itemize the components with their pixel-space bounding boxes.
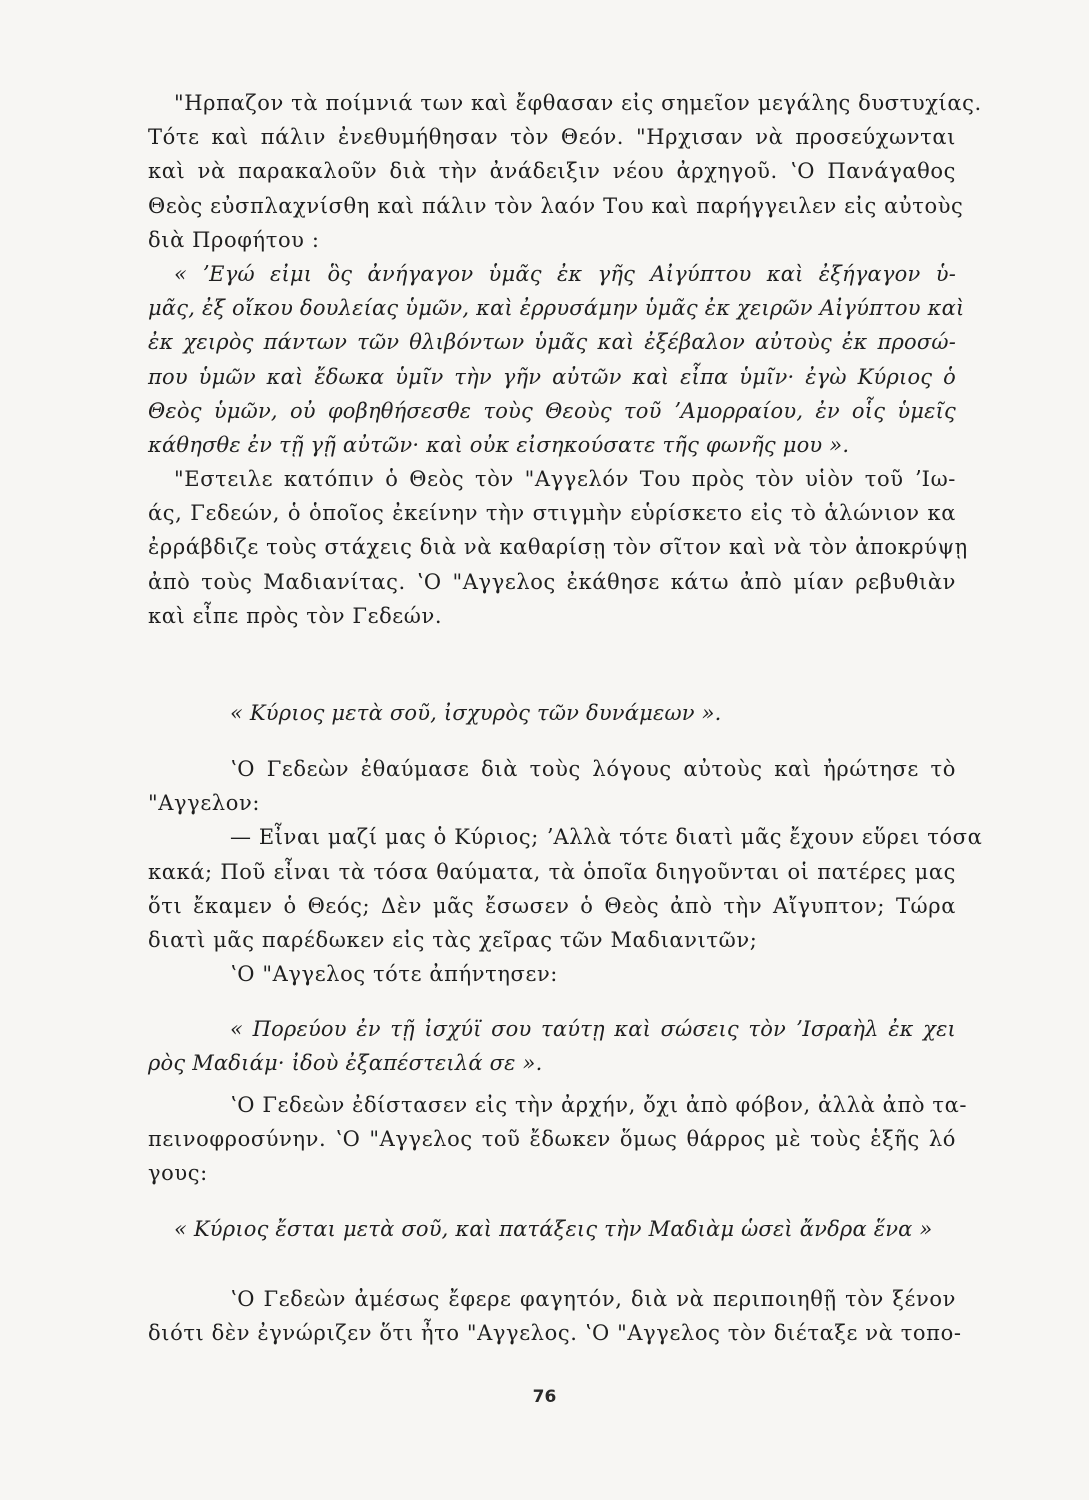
quote-line: μᾶς, ἐξ οἴκου δουλείας ὑμῶν, καὶ ἐρρυσάμην ὑμᾶς ἐκ χειρῶν Αἰγύπτου καὶ bbox=[148, 296, 965, 321]
body-text-lower bbox=[148, 1088, 968, 1191]
text-line: ʽΟ "Αγγελος τότε ἀπήντησεν: bbox=[230, 962, 558, 987]
text-line: Τότε καὶ πάλιν ἐνεθυμήθησαν τὸν Θεόν. "Ηρχισαν νὰ προσεύχωνται bbox=[148, 125, 956, 150]
text-line: διατὶ μᾶς παρέδωκεν εἰς τὰς χεῖρας τῶν Μαδιανιτῶν; bbox=[148, 927, 758, 952]
text-line: "Αγγελον: bbox=[148, 791, 260, 816]
text-line: ἀπὸ τοὺς Μαδιανίτας. ʽΟ "Αγγελος ἐκάθησε κάτω ἀπὸ μίαν ρεβυθιὰν bbox=[148, 569, 956, 594]
text-line: κακά; Ποῦ εἶναι τὰ τόσα θαύματα, τὰ ὁποῖα διηγοῦνται οἱ πατέρες μας bbox=[148, 859, 956, 884]
body-text-continued bbox=[148, 752, 983, 991]
page-number: 76 bbox=[532, 1387, 557, 1407]
text-line: διότι δὲν ἐγνώριζεν ὅτι ἦτο "Αγγελος. ʽΟ "Αγγελος τὸν διέταξε νὰ τοπο- bbox=[148, 1321, 962, 1346]
text-line: "Εστειλε κατόπιν ὁ Θεὸς τὸν "Αγγελόν Του πρὸς τὸν υἱὸν τοῦ ʼΙω- bbox=[174, 467, 956, 492]
quote-line: Θεὸς ὑμῶν, οὐ φοβηθήσεσθε τοὺς Θεοὺς τοῦ ʼΑμορραίου, ἐν οἷς ὑμεῖς bbox=[148, 398, 956, 423]
text-line: πεινοφροσύνην. ʽΟ "Αγγελος τοῦ ἔδωκεν ὅμως θάρρος μὲ τοὺς ἑξῆς λό bbox=[148, 1127, 956, 1152]
text-line: ʽΟ Γεδεὼν ἀμέσως ἔφερε φαγητόν, διὰ νὰ περιποιηθῇ τὸν ξένον bbox=[230, 1287, 956, 1311]
body-text-final bbox=[148, 1282, 962, 1350]
quote-block bbox=[148, 1012, 956, 1080]
text-line: ʽΟ Γεδεὼν ἐδίστασεν εἰς τὴν ἀρχήν, ὄχι ἀπὸ φόβον, ἀλλὰ ἀπὸ τα- bbox=[230, 1093, 968, 1117]
text-line: γους: bbox=[148, 1161, 208, 1186]
body-text-middle bbox=[148, 696, 956, 730]
text-line: άς, Γεδεών, ὁ ὁποῖος ἐκείνην τὴν στιγμὴν εὑρίσκετο εἰς τὸ ἁλώνιον κα bbox=[148, 501, 956, 526]
quote-line: « Κύριος ἔσται μετὰ σοῦ, καὶ πατάξεις τὴν Μαδιὰμ ὡσεὶ ἄνδρα ἕνα » bbox=[174, 1217, 933, 1241]
text-line: καὶ εἶπε πρὸς τὸν Γεδεών. bbox=[148, 603, 443, 628]
quote-line: ἐκ χειρὸς πάντων τῶν θλιβόντων ὑμᾶς καὶ ἐξέβαλον αὐτοὺς ἐκ προσώ- bbox=[148, 330, 956, 355]
text-line: Θεὸς εὐσπλαχνίσθη καὶ πάλιν τὸν λαόν Του καὶ παρήγγειλεν εἰς αὐτοὺς bbox=[148, 193, 964, 218]
quote-line: « Κύριος μετὰ σοῦ, ἰσχυρὸς τῶν δυνάμεων ». bbox=[230, 701, 722, 725]
text-line: ἐρράβδιζε τοὺς στάχεις διὰ νὰ καθαρίσῃ τὸν σῖτον καὶ νὰ τὸν ἀποκρύψῃ bbox=[148, 535, 968, 560]
text-line: ὅτι ἔκαμεν ὁ Θεός; Δὲν μᾶς ἔσωσεν ὁ Θεὸς ἀπὸ τὴν Αἴγυπτον; Τώρα bbox=[148, 893, 956, 918]
text-line: "Ηρπαζον τὰ ποίμνιά των καὶ ἔφθασαν εἰς σημεῖον μεγάλης δυστυχίας. bbox=[174, 91, 982, 115]
quote-line: « Πορεύου ἐν τῇ ἰσχύϊ σου ταύτῃ καὶ σώσεις τὸν ʼΙσραὴλ ἐκ χει bbox=[230, 1017, 956, 1041]
quote-block-final bbox=[148, 1212, 956, 1246]
quote-line: κάθησθε ἐν τῇ γῇ αὐτῶν· καὶ οὐκ εἰσηκούσατε τῆς φωνῆς μου ». bbox=[148, 432, 850, 457]
text-line: ʽΟ Γεδεὼν ἐθαύμασε διὰ τοὺς λόγους αὐτοὺς καὶ ἠρώτησε τὸ bbox=[230, 757, 956, 781]
text-line: καὶ νὰ παρακαλοῦν διὰ τὴν ἀνάδειξιν νέου ἀρχηγοῦ. ʽΟ Πανάγαθος bbox=[148, 159, 956, 184]
quote-line: ρὸς Μαδιάμ· ἰδοὺ ἐξαπέστειλά σε ». bbox=[148, 1051, 543, 1076]
quote-line: που ὑμῶν καὶ ἔδωκα ὑμῖν τὴν γῆν αὐτῶν καὶ εἶπα ὑμῖν· ἐγὼ Κύριος ὁ bbox=[148, 364, 956, 389]
dialogue-line: — Εἶναι μαζί μας ὁ Κύριος; ʼΑλλὰ τότε διατὶ μᾶς ἔχουν εὕρει τόσα bbox=[230, 825, 983, 850]
text-line: διὰ Προφήτου : bbox=[148, 227, 320, 252]
body-text bbox=[148, 86, 982, 633]
quote-line: « ʼΕγώ εἰμι ὃς ἀνήγαγον ὑμᾶς ἐκ γῆς Αἰγύπτου καὶ ἐξήγαγον ὑ- bbox=[174, 261, 956, 286]
